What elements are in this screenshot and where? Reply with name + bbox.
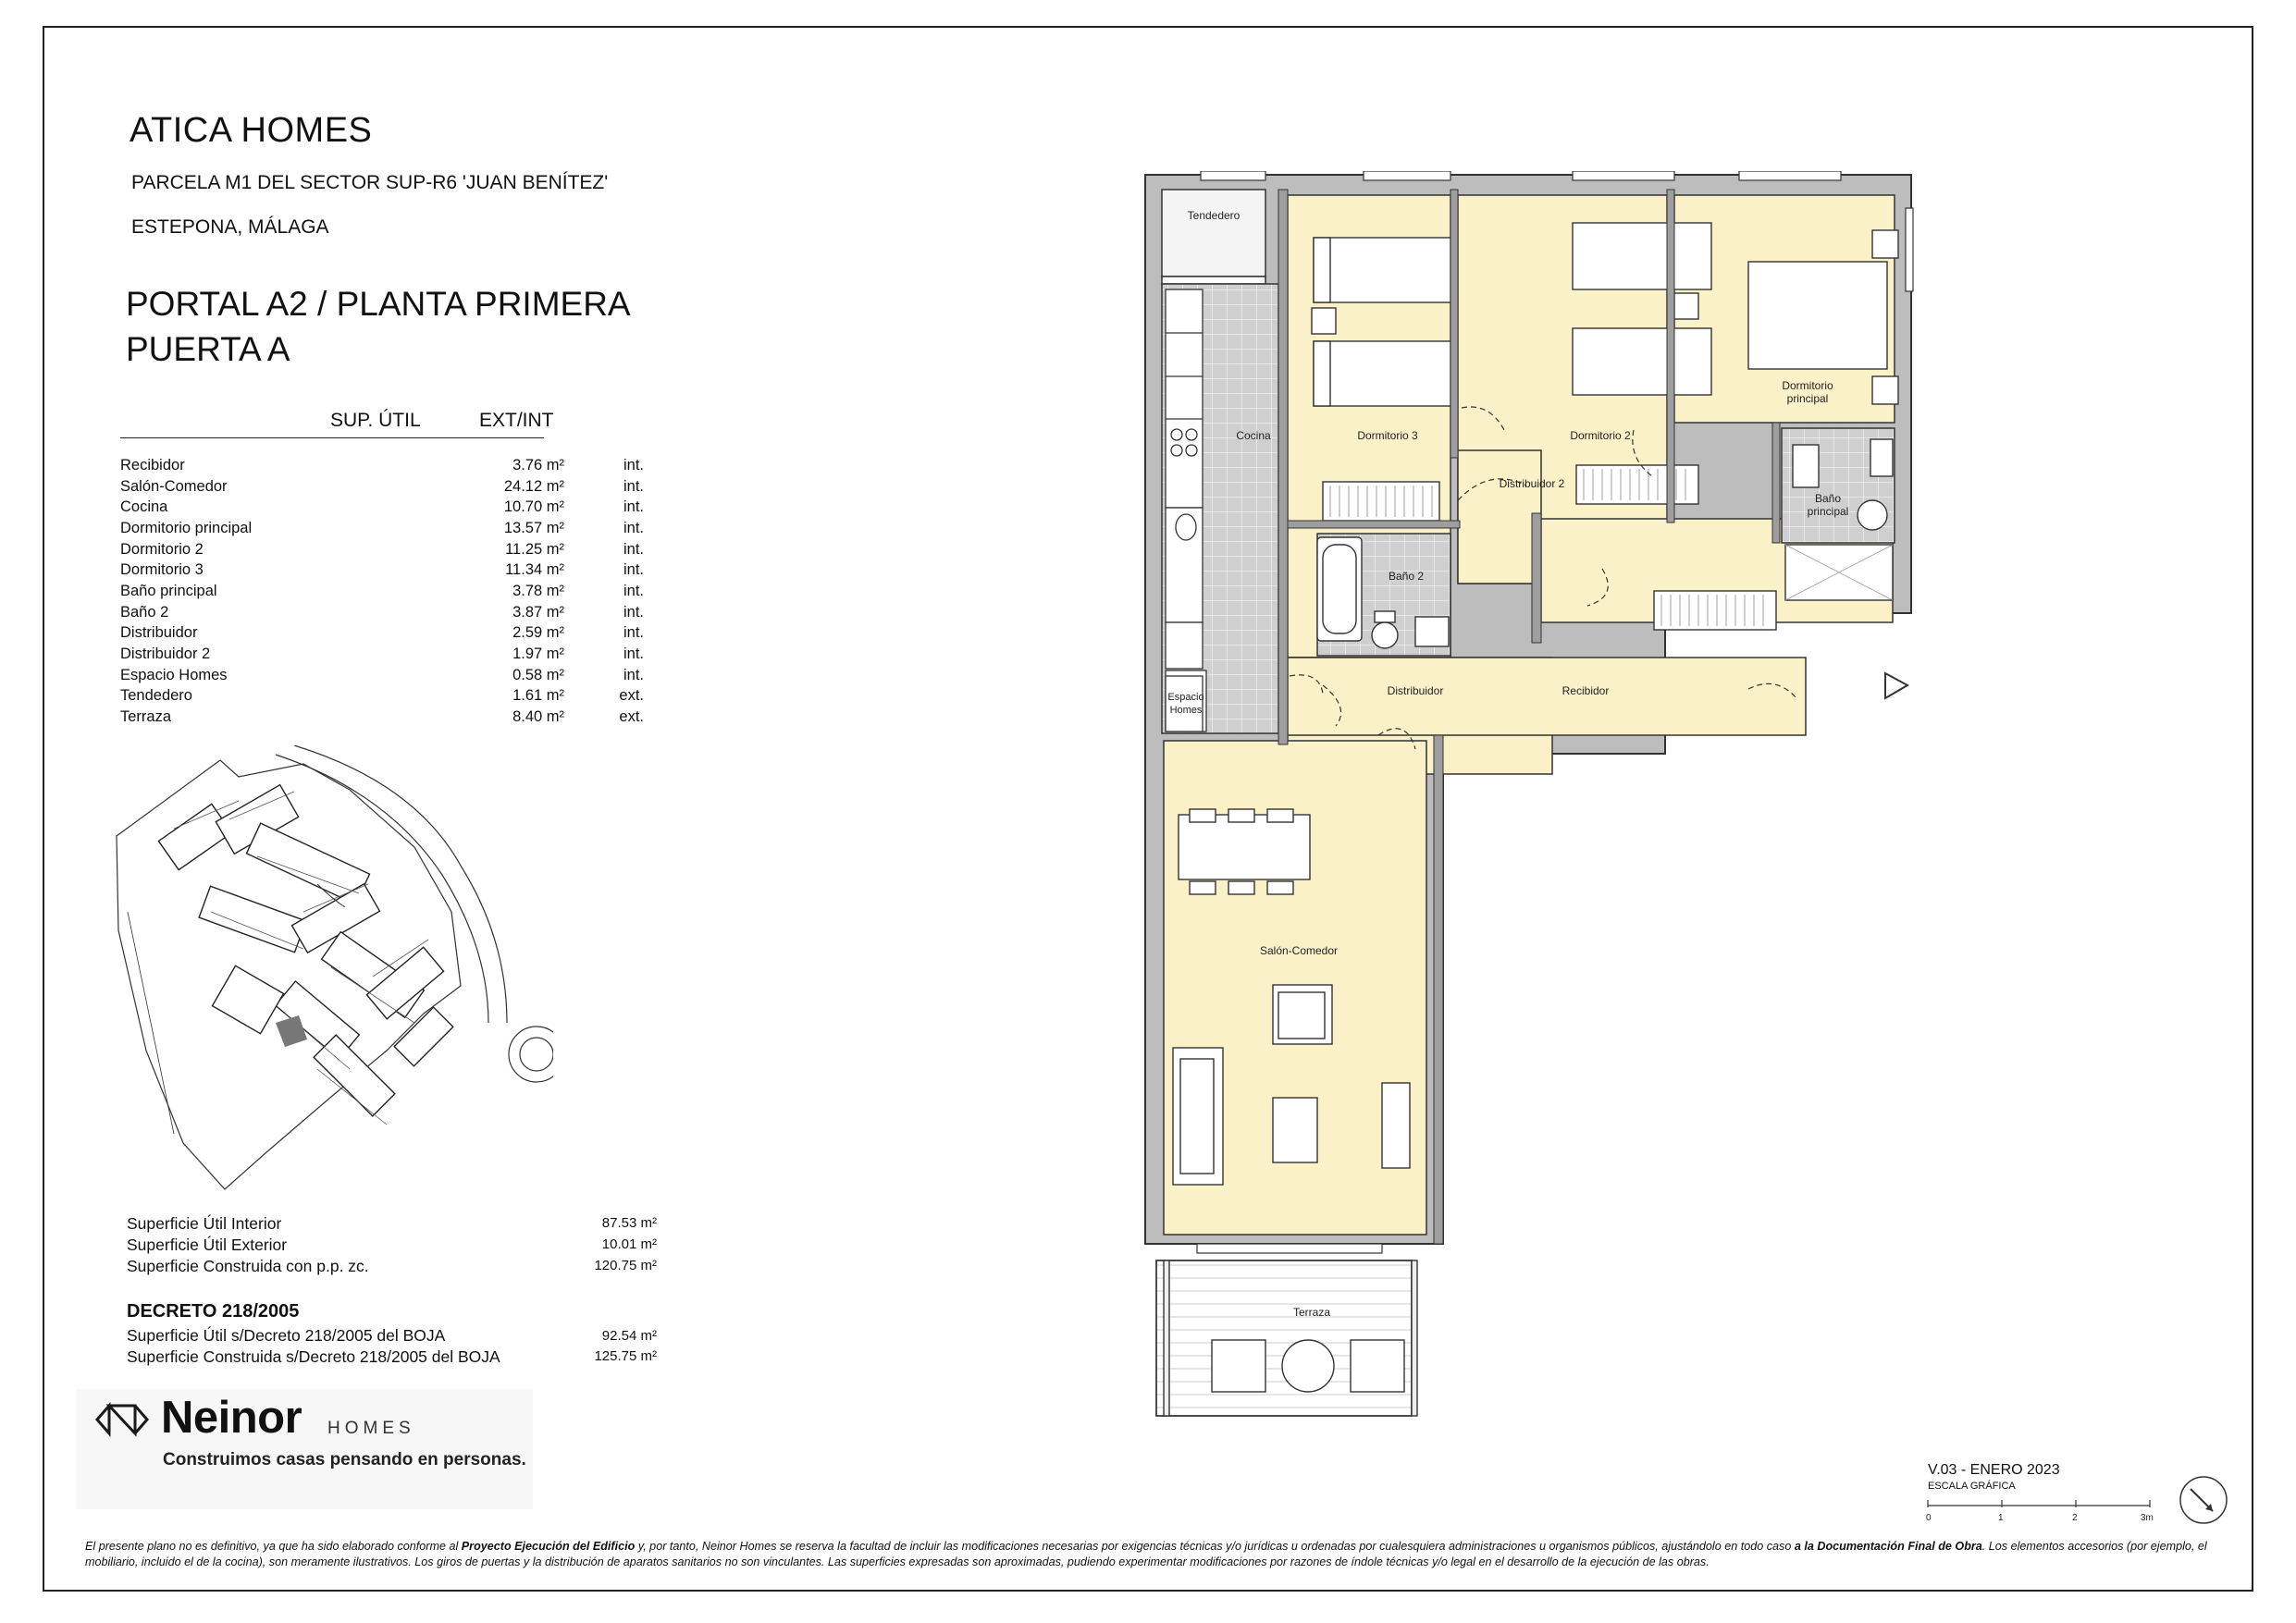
room-type: ext. [619,687,644,705]
total-interior-value: 87.53 m² [601,1215,657,1231]
room-type: int. [623,624,644,642]
total-interior-label: Superficie Útil Interior [127,1214,282,1233]
table-row [120,559,644,581]
room-name: Dormitorio 3 [120,561,204,579]
table-row [120,707,644,728]
rooms-table [120,455,644,728]
brand-suffix: HOMES [327,1419,415,1438]
table-row [120,602,644,623]
room-name: Salón-Comedor [120,477,228,495]
label-espacio2: Homes [1169,705,1203,716]
room-area: 11.34 m² [505,561,564,579]
company-title: ATICA HOMES [130,111,373,150]
table-row [120,644,644,665]
room-type: int. [623,582,644,599]
scale-tick-3: 3m [2141,1513,2154,1523]
room-name: Dormitorio 2 [120,540,204,558]
total-built-value: 120.75 m² [594,1258,657,1273]
decreto-title: DECRETO 218/2005 [127,1301,300,1322]
room-area: 3.87 m² [512,603,564,621]
table-row [120,686,644,707]
room-name: Recibidor [120,456,185,473]
table-header-rule [120,437,544,438]
room-area: 2.59 m² [512,624,564,642]
label-dorm3: Dormitorio 3 [1357,429,1418,442]
table-row [120,476,644,498]
total-exterior-value: 10.01 m² [601,1236,657,1252]
room-name: Baño 2 [120,603,169,621]
total-built-label: Superficie Construida con p.p. zc. [127,1257,369,1275]
label-salon: Salón-Comedor [1259,944,1339,957]
label-distribuidor: Distribuidor [1387,684,1444,697]
table-row [120,581,644,602]
scale-tick-2: 2 [2072,1513,2078,1523]
room-name: Baño principal [120,582,217,599]
room-type: int. [623,603,644,621]
table-row [120,623,644,645]
table-row [120,518,644,539]
floor-plan [1138,171,1915,1420]
scale-tick-1: 1 [1998,1513,2004,1523]
room-name: Distribuidor 2 [120,646,211,663]
brand-tagline: Construimos casas pensando en personas. [163,1450,526,1469]
room-name: Terraza [120,708,172,726]
room-area: 0.58 m² [512,666,564,683]
scale-label: ESCALA GRÁFICA [1928,1481,2016,1492]
label-banop1: Baño [1814,492,1842,505]
label-dormp1: Dormitorio [1782,379,1833,392]
decreto-built-label: Superficie Construida s/Decreto 218/2005 del BOJA [127,1347,500,1366]
table-row [120,665,644,686]
room-area: 13.57 m² [503,519,564,536]
label-recibidor: Recibidor [1562,684,1610,697]
room-area: 24.12 m² [503,477,564,495]
label-terraza: Terraza [1292,1306,1331,1319]
room-area: 11.25 m² [505,540,564,558]
room-type: int. [623,646,644,663]
door-title: PUERTA A [126,330,290,368]
room-area: 3.76 m² [512,456,564,473]
room-type: int. [623,456,644,473]
scale-tick-0: 0 [1926,1513,1932,1523]
label-espacio1: Espacio [1167,692,1204,703]
location-text: ESTEPONA, MÁLAGA [131,216,329,238]
room-type: int. [623,498,644,516]
room-type: int. [623,561,644,579]
table-row [120,539,644,560]
room-type: int. [623,666,644,683]
total-exterior-label: Superficie Útil Exterior [127,1236,288,1254]
neinor-logo-icon [94,1400,150,1439]
decreto-util-value: 92.54 m² [601,1328,657,1344]
parcel-text: PARCELA M1 DEL SECTOR SUP-R6 'JUAN BENÍTEZ' [131,172,609,193]
room-name: Dormitorio principal [120,519,253,536]
label-dorm2: Dormitorio 2 [1570,429,1631,442]
scale-bar [1926,1496,2157,1533]
label-cocina: Cocina [1236,429,1271,442]
label-tendedero: Tendedero [1187,209,1241,222]
room-name: Cocina [120,498,168,516]
room-name: Espacio Homes [120,666,228,683]
room-type: int. [623,519,644,536]
label-dist2: Distribuidor 2 [1499,477,1565,490]
disclaimer: El presente plano no es definitivo, ya que ha sido elaborado conforme al Proyecto Ejecución del Edificio y, por tanto, Neinor Homes se reserva la facultad de incluir las modificaciones necesarias por exigencias técnicas y/o jurídicas u ordenadas por cualesquiera administraciones u organismos públicos, ajustándolo en todo caso a la Documentación Final de Obra. Los elementos accesorios (por ejemplo, el mobiliario, incluido el de la cocina), son meramente ilustrativos. Los giros de puertas y la distribución de aparatos sanitarios no son vinculantes. Las superficies expresadas son aproximadas, pudiendo experimentar modificaciones por razones de índole técnicas y/o legal en el desarrollo de la ejecución de las obras. [85,1540,2207,1568]
room-type: int. [623,477,644,495]
north-arrow-icon [2178,1474,2229,1526]
label-bano2: Baño 2 [1388,570,1425,583]
decreto-util-label: Superficie Útil s/Decreto 218/2005 del BOJA [127,1326,446,1345]
col-header-area: SUP. ÚTIL [330,410,421,431]
table-row [120,497,644,518]
portal-title: PORTAL A2 / PLANTA PRIMERA [126,285,631,323]
room-type: ext. [619,708,644,726]
label-banop2: principal [1807,505,1849,518]
site-plan [109,745,553,1193]
room-type: int. [623,540,644,558]
version-label: V.03 - ENERO 2023 [1928,1462,2060,1478]
label-dormp2: principal [1786,392,1829,405]
table-row [120,455,644,476]
room-name: Tendedero [120,687,192,705]
room-area: 10.70 m² [503,498,564,516]
room-area: 8.40 m² [512,708,564,726]
room-area: 1.61 m² [512,687,564,705]
decreto-built-value: 125.75 m² [594,1348,657,1364]
room-area: 1.97 m² [512,646,564,663]
col-header-type: EXT/INT [479,410,554,431]
brand-name: Neinor [161,1393,302,1443]
room-area: 3.78 m² [512,582,564,599]
room-name: Distribuidor [120,624,198,642]
